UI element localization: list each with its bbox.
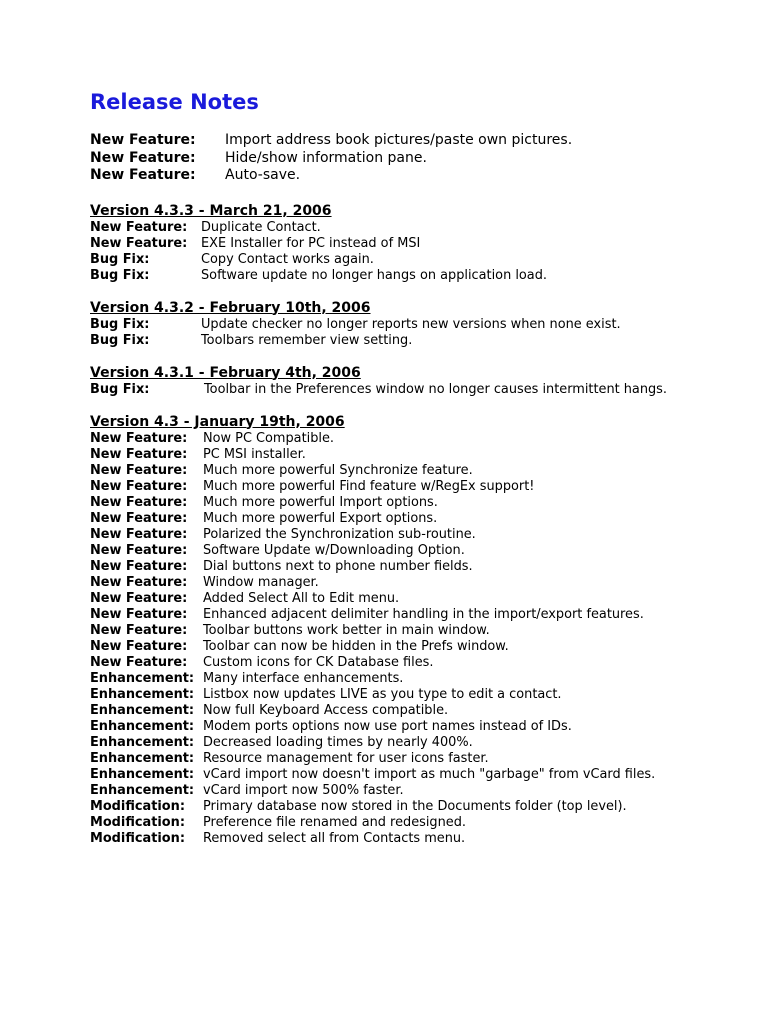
note-entry	[90, 382, 730, 398]
entry-label: New Feature:	[90, 167, 196, 183]
entry-label: New Feature:	[90, 235, 188, 251]
note-entry	[90, 815, 730, 831]
entry-label: New Feature:	[90, 606, 188, 622]
note-entry	[90, 559, 730, 575]
entry-text: Resource management for user icons faster.	[203, 750, 489, 766]
entry-text: Software update no longer hangs on application load.	[201, 267, 547, 283]
note-entry	[90, 783, 730, 799]
entry-text: Copy Contact works again.	[201, 251, 374, 267]
entry-label: Enhancement:	[90, 670, 195, 686]
entry-label: Enhancement:	[90, 782, 195, 798]
intro-features	[90, 132, 730, 185]
entry-text: Custom icons for CK Database files.	[203, 654, 434, 670]
note-entry	[90, 831, 730, 847]
entry-text: EXE Installer for PC instead of MSI	[201, 235, 421, 251]
entry-list	[90, 220, 730, 284]
note-entry	[90, 639, 730, 655]
note-entry	[90, 527, 730, 543]
entry-text: Listbox now updates LIVE as you type to edit a contact.	[203, 686, 562, 702]
entry-label: Bug Fix:	[90, 332, 150, 348]
version-section	[90, 203, 730, 284]
entry-label: Modification:	[90, 798, 185, 814]
entry-text: Import address book pictures/paste own pictures.	[225, 132, 573, 148]
entry-text: Now full Keyboard Access compatible.	[203, 702, 449, 718]
entry-text: Many interface enhancements.	[203, 670, 404, 686]
entry-label: Enhancement:	[90, 718, 195, 734]
entry-text: Polarized the Synchronization sub-routine.	[203, 526, 476, 542]
entry-text: Software Update w/Downloading Option.	[203, 542, 465, 558]
entry-label: New Feature:	[90, 574, 188, 590]
note-entry	[90, 687, 730, 703]
entry-text: Enhanced adjacent delimiter handling in the import/export features.	[203, 606, 644, 622]
intro-row	[90, 150, 730, 168]
note-entry	[90, 623, 730, 639]
entry-text: Much more powerful Import options.	[203, 494, 438, 510]
entry-text: Removed select all from Contacts menu.	[203, 830, 466, 846]
entry-text: Toolbar can now be hidden in the Prefs window.	[203, 638, 509, 654]
version-section	[90, 365, 730, 398]
entry-text: Auto-save.	[225, 167, 301, 183]
intro-row	[90, 132, 730, 150]
entry-label: New Feature:	[90, 478, 188, 494]
entry-label: New Feature:	[90, 132, 196, 148]
note-entry	[90, 511, 730, 527]
version-section	[90, 300, 730, 349]
entry-label: New Feature:	[90, 542, 188, 558]
entry-text: Window manager.	[203, 574, 319, 590]
note-entry	[90, 735, 730, 751]
note-entry	[90, 655, 730, 671]
entry-text: Now PC Compatible.	[203, 430, 334, 446]
entry-text: vCard import now 500% faster.	[203, 782, 404, 798]
entry-label: New Feature:	[90, 622, 188, 638]
note-entry	[90, 317, 730, 333]
entry-list	[90, 431, 730, 847]
entry-label: New Feature:	[90, 654, 188, 670]
entry-label: Modification:	[90, 814, 185, 830]
note-entry	[90, 703, 730, 719]
entry-label: Bug Fix:	[90, 251, 150, 267]
entry-text: PC MSI installer.	[203, 446, 306, 462]
note-entry	[90, 671, 730, 687]
note-entry	[90, 751, 730, 767]
entry-text: Much more powerful Synchronize feature.	[203, 462, 473, 478]
entry-text: Dial buttons next to phone number fields.	[203, 558, 473, 574]
entry-label: Enhancement:	[90, 734, 195, 750]
entry-text: Toolbar buttons work better in main window.	[203, 622, 490, 638]
note-entry	[90, 479, 730, 495]
entry-label: Enhancement:	[90, 686, 195, 702]
version-heading: Version 4.3.3 - March 21, 2006	[90, 202, 332, 219]
entry-label: New Feature:	[90, 446, 188, 462]
entry-label: Enhancement:	[90, 702, 195, 718]
note-entry	[90, 607, 730, 623]
entry-text: Modem ports options now use port names instead of IDs.	[203, 718, 572, 734]
note-entry	[90, 431, 730, 447]
entry-label: Bug Fix:	[90, 316, 150, 332]
entry-text: Decreased loading times by nearly 400%.	[203, 734, 473, 750]
entry-text: Primary database now stored in the Documents folder (top level).	[203, 798, 627, 814]
entry-list	[90, 382, 730, 398]
entry-label: New Feature:	[90, 430, 188, 446]
note-entry	[90, 447, 730, 463]
version-heading: Version 4.3.1 - February 4th, 2006	[90, 364, 361, 381]
entry-label: New Feature:	[90, 526, 188, 542]
entry-text: Toolbars remember view setting.	[201, 332, 413, 348]
entry-text: Much more powerful Export options.	[203, 510, 438, 526]
note-entry	[90, 463, 730, 479]
entry-text: Preference file renamed and redesigned.	[203, 814, 466, 830]
note-entry	[90, 252, 730, 268]
intro-row	[90, 167, 730, 185]
entry-label: New Feature:	[90, 494, 188, 510]
entry-text: vCard import now doesn't import as much "garbage" from vCard files.	[203, 766, 656, 782]
entry-label: New Feature:	[90, 462, 188, 478]
note-entry	[90, 543, 730, 559]
entry-text: Update checker no longer reports new versions when none exist.	[201, 316, 621, 332]
note-entry	[90, 719, 730, 735]
note-entry	[90, 268, 730, 284]
note-entry	[90, 333, 730, 349]
note-entry	[90, 767, 730, 783]
entry-text: Added Select All to Edit menu.	[203, 590, 400, 606]
note-entry	[90, 220, 730, 236]
entry-label: New Feature:	[90, 219, 188, 235]
note-entry	[90, 495, 730, 511]
note-entry	[90, 575, 730, 591]
entry-text: Duplicate Contact.	[201, 219, 321, 235]
entry-list	[90, 317, 730, 349]
entry-text: Hide/show information pane.	[225, 149, 427, 166]
entry-label: Bug Fix:	[90, 267, 150, 283]
entry-label: Modification:	[90, 830, 185, 846]
entry-label: Enhancement:	[90, 766, 195, 782]
entry-label: Bug Fix:	[90, 381, 150, 397]
entry-label: New Feature:	[90, 590, 188, 606]
note-entry	[90, 591, 730, 607]
page-title: Release Notes	[90, 90, 259, 114]
note-entry	[90, 236, 730, 252]
entry-text: Toolbar in the Preferences window no longer causes intermittent hangs.	[204, 381, 667, 397]
entry-label: New Feature:	[90, 510, 188, 526]
entry-label: New Feature:	[90, 558, 188, 574]
release-notes-document	[90, 88, 730, 863]
entry-label: New Feature:	[90, 149, 196, 166]
version-section	[90, 414, 730, 847]
entry-label: New Feature:	[90, 638, 188, 654]
entry-text: Much more powerful Find feature w/RegEx support!	[203, 478, 535, 494]
note-entry	[90, 799, 730, 815]
version-heading: Version 4.3 - January 19th, 2006	[90, 413, 345, 430]
entry-label: Enhancement:	[90, 750, 195, 766]
version-heading: Version 4.3.2 - February 10th, 2006	[90, 299, 371, 316]
